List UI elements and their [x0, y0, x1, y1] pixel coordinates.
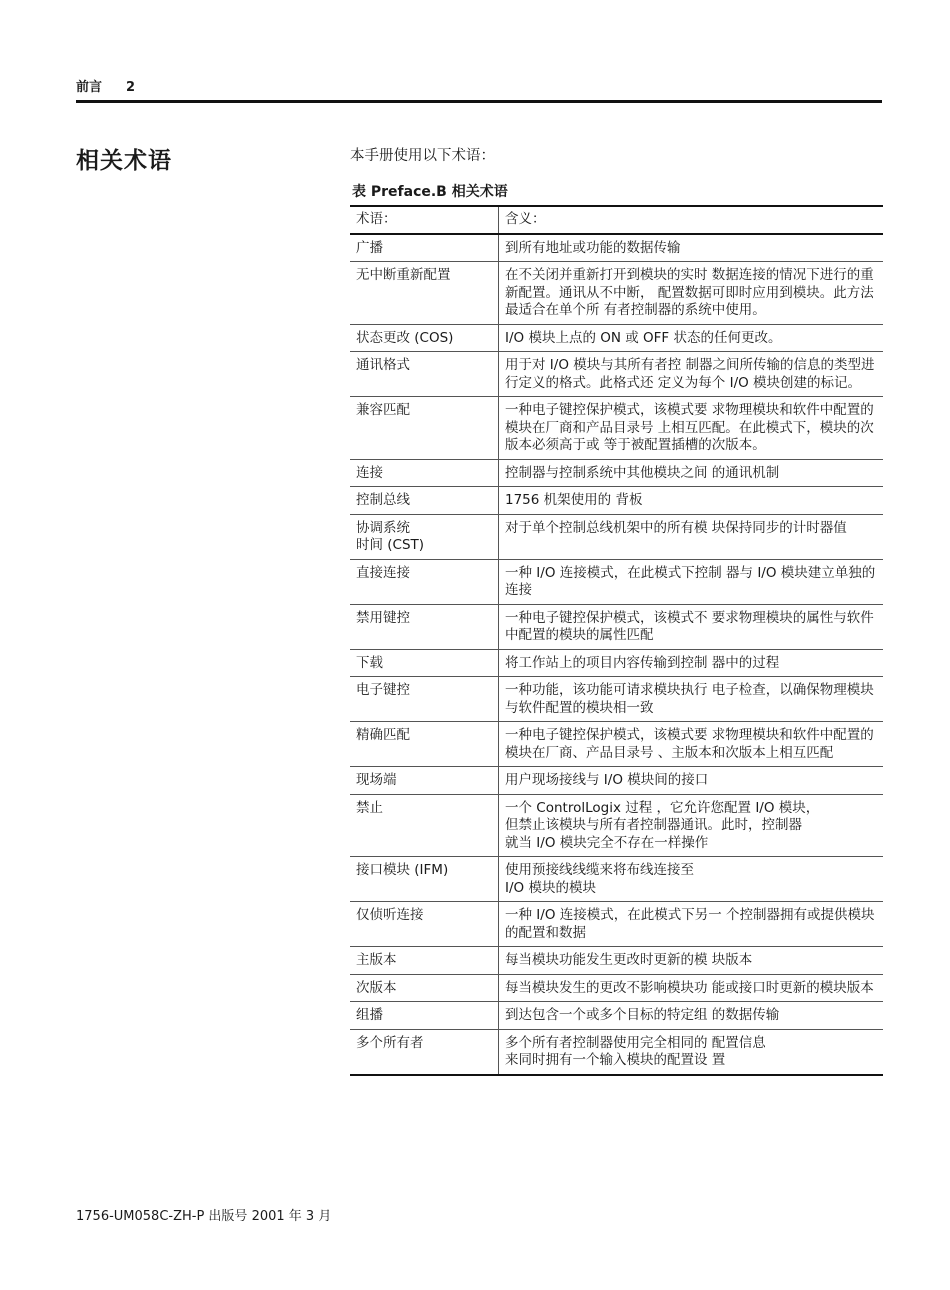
term-cell: 主版本: [350, 947, 499, 975]
page-number: 2: [126, 80, 136, 95]
meaning-cell: 一种功能，该功能可请求模块执行 电子检查，以确保物理模块与软件配置的模块相一致: [499, 677, 884, 722]
table-row: [350, 722, 883, 767]
term-cell: 状态更改 (COS): [350, 324, 499, 352]
term-cell: 次版本: [350, 974, 499, 1002]
meaning-cell: 1756 机架使用的 背板: [499, 487, 884, 515]
term-cell: 广播: [350, 234, 499, 262]
column-header-meaning: 含义：: [499, 206, 884, 234]
term-cell: 组播: [350, 1002, 499, 1030]
table-row: [350, 857, 883, 902]
table-row: [350, 604, 883, 649]
meaning-cell: 对于单个控制总线机架中的所有模 块保持同步的计时器值: [499, 514, 884, 559]
table-row: [350, 974, 883, 1002]
meaning-cell: 用于对 I/O 模块与其所有者控 制器之间所传输的信息的类型进行定义的格式。此格式还 定义为每个 I/O 模块创建的标记。: [499, 352, 884, 397]
intro-text: 本手册使用以下术语：: [350, 148, 495, 164]
table-row: [350, 794, 883, 857]
meaning-cell: 将工作站上的项目内容传输到控制 器中的过程: [499, 649, 884, 677]
term-cell: 禁止: [350, 794, 499, 857]
term-cell: 精确匹配: [350, 722, 499, 767]
term-cell: 禁用键控: [350, 604, 499, 649]
meaning-cell: 一个 ControlLogix 过程 ，它允许您配置 I/O 模块， 但禁止该模块与所有者控制器通讯。此时，控制器 就当 I/O 模块完全不存在一样操作: [499, 794, 884, 857]
table-row: [350, 649, 883, 677]
table-row: [350, 352, 883, 397]
term-cell: 无中断重新配置: [350, 262, 499, 325]
term-cell: 直接连接: [350, 559, 499, 604]
term-cell: 兼容匹配: [350, 397, 499, 460]
table-header-row: [350, 206, 883, 234]
table-row: [350, 947, 883, 975]
table-row: [350, 234, 883, 262]
term-cell: 电子键控: [350, 677, 499, 722]
meaning-cell: 到所有地址或功能的数据传输: [499, 234, 884, 262]
meaning-cell: 一种 I/O 连接模式，在此模式下控制 器与 I/O 模块建立单独的连接: [499, 559, 884, 604]
page-footer: 1756-UM058C-ZH-P 出版号 2001 年 3 月: [76, 1209, 332, 1224]
meaning-cell: 用户现场接线与 I/O 模块间的接口: [499, 767, 884, 795]
header-rule: [76, 100, 882, 103]
meaning-cell: 到达包含一个或多个目标的特定组 的数据传输: [499, 1002, 884, 1030]
meaning-cell: 多个所有者控制器使用完全相同的 配置信息 来同时拥有一个输入模块的配置设 置: [499, 1029, 884, 1075]
term-cell: 控制总线: [350, 487, 499, 515]
table-row: [350, 1029, 883, 1075]
table-row: [350, 767, 883, 795]
meaning-cell: 一种电子键控保护模式，该模式不 要求物理模块的属性与软件中配置的模块的属性匹配: [499, 604, 884, 649]
meaning-cell: 一种电子键控保护模式，该模式要 求物理模块和软件中配置的模块在厂商、产品目录号 、主版本和次版本上相互匹配: [499, 722, 884, 767]
running-header: [76, 76, 135, 95]
terms-table: [350, 205, 883, 1076]
table-row: [350, 677, 883, 722]
term-cell: 协调系统 时间 (CST): [350, 514, 499, 559]
table-row: [350, 514, 883, 559]
table-row: [350, 902, 883, 947]
term-cell: 接口模块 (IFM): [350, 857, 499, 902]
term-cell: 连接: [350, 459, 499, 487]
meaning-cell: 使用预接线线缆来将布线连接至 I/O 模块的模块: [499, 857, 884, 902]
table-caption: 表 Preface.B 相关术语: [352, 184, 508, 200]
table-row: [350, 559, 883, 604]
term-cell: 通讯格式: [350, 352, 499, 397]
table-row: [350, 262, 883, 325]
meaning-cell: I/O 模块上点的 ON 或 OFF 状态的任何更改。: [499, 324, 884, 352]
table-row: [350, 487, 883, 515]
table-row: [350, 459, 883, 487]
meaning-cell: 每当模块发生的更改不影响模块功 能或接口时更新的模块版本: [499, 974, 884, 1002]
meaning-cell: 一种电子键控保护模式，该模式要 求物理模块和软件中配置的模块在厂商和产品目录号 上相互匹配。在此模式下，模块的次版本必须高于或 等于被配置插槽的次版本。: [499, 397, 884, 460]
meaning-cell: 每当模块功能发生更改时更新的模 块版本: [499, 947, 884, 975]
table-row: [350, 324, 883, 352]
term-cell: 多个所有者: [350, 1029, 499, 1075]
meaning-cell: 一种 I/O 连接模式，在此模式下另一 个控制器拥有或提供模块的配置和数据: [499, 902, 884, 947]
header-section: 前言: [76, 80, 103, 95]
term-cell: 下载: [350, 649, 499, 677]
table-row: [350, 397, 883, 460]
meaning-cell: 控制器与控制系统中其他模块之间 的通讯机制: [499, 459, 884, 487]
meaning-cell: 在不关闭并重新打开到模块的实时 数据连接的情况下进行的重新配置。通讯从不中断， 配置数据可即时应用到模块。此方法最适合在单个所 有者控制器的系统中使用。: [499, 262, 884, 325]
table-row: [350, 1002, 883, 1030]
column-header-term: 术语：: [350, 206, 499, 234]
term-cell: 现场端: [350, 767, 499, 795]
term-cell: 仅侦听连接: [350, 902, 499, 947]
section-title: 相关术语: [76, 148, 172, 174]
